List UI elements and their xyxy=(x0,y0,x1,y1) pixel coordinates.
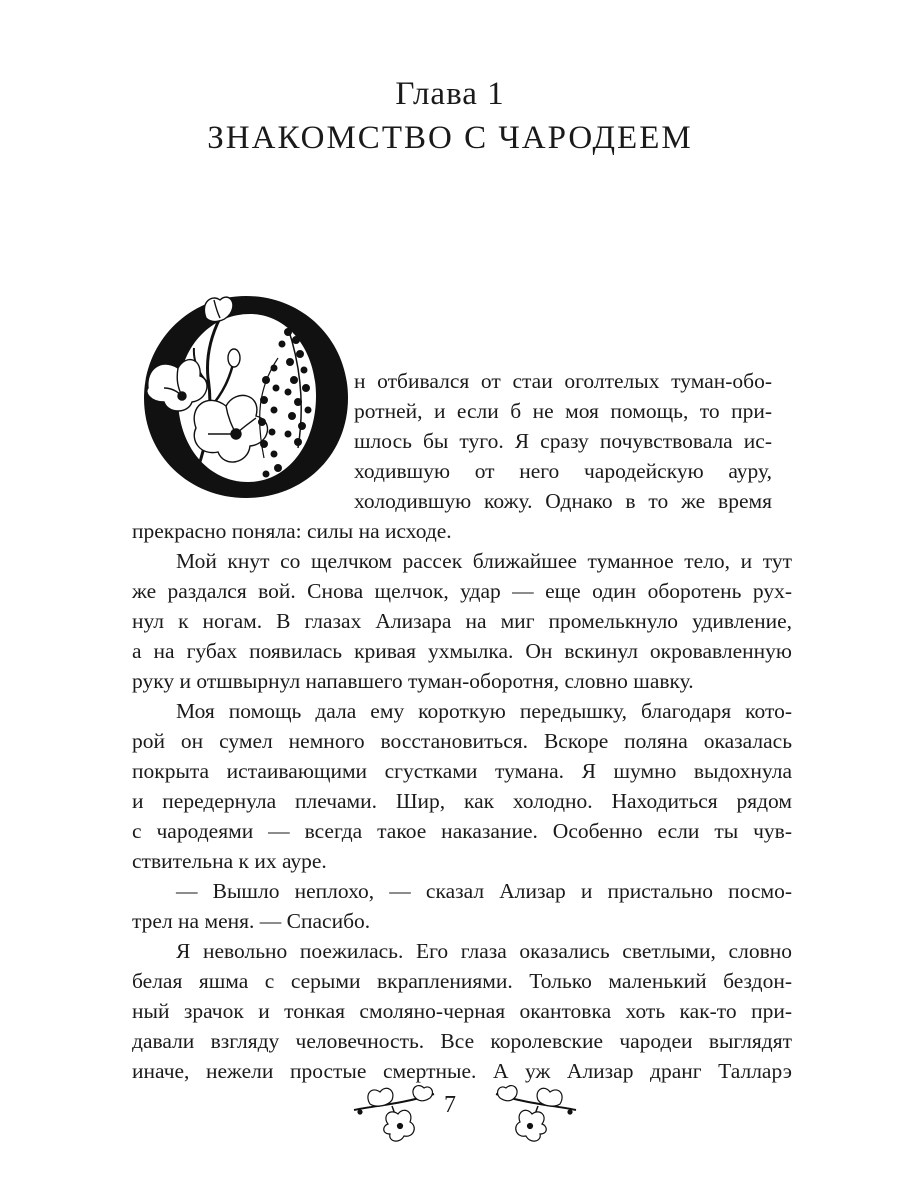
magnolia-ornament-left-icon xyxy=(352,1076,436,1146)
text-line: Мой кнут со щелчком рассек ближайшее туманное тело, и тут xyxy=(176,549,792,573)
text-line: покрыта истаивающими сгустками тумана. Я шумно выдохнула xyxy=(132,759,792,783)
text-line: рой он сумел немного восстановиться. Вскоре поляна оказалась xyxy=(132,729,792,753)
text-line: руку и отшвырнул напавшего туман-оборотня, словно шавку. xyxy=(132,669,694,693)
magnolia-ornament-right-icon xyxy=(494,1076,578,1146)
dropcap xyxy=(138,288,354,504)
text-line: ротней, и если б не моя помощь, то при- xyxy=(354,399,772,423)
text-line: и передернула плечами. Шир, как холодно. Находиться рядом xyxy=(132,789,792,813)
text-line: белая яшма с серыми вкраплениями. Только маленький бездон- xyxy=(132,969,792,993)
text-line: ходившую от него чародейскую ауру, xyxy=(354,459,772,483)
text-line: прекрасно поняла: силы на исходе. xyxy=(132,519,452,543)
text-line: — Вышло неплохо, — сказал Ализар и пристально посмо- xyxy=(176,879,792,903)
page-footer xyxy=(0,1076,900,1156)
text-line: же раздался вой. Снова щелчок, удар — еще один оборотень рух- xyxy=(132,579,792,603)
text-line: нул к ногам. В глазах Ализара на миг промелькнуло удивление, xyxy=(132,609,792,633)
page-number: 7 xyxy=(444,1092,456,1118)
chapter-number: Глава 1 xyxy=(395,76,505,112)
text-line: давали взгляду человечность. Все королевские чародеи выглядят xyxy=(132,1029,792,1053)
text-line: а на губах появилась кривая ухмылка. Он вскинул окровавленную xyxy=(132,639,792,663)
chapter-title: ЗНАКОМСТВО С ЧАРОДЕЕМ xyxy=(207,120,693,156)
text-line: ствительна к их ауре. xyxy=(132,849,327,873)
text-line: шлось бы туго. Я сразу почувствовала ис- xyxy=(354,429,772,453)
text-line: с чародеями — всегда такое наказание. Особенно если ты чув- xyxy=(132,819,792,843)
text-line: Я невольно поежилась. Его глаза оказались светлыми, словно xyxy=(176,939,792,963)
text-line: трел на меня. — Спасибо. xyxy=(132,909,371,933)
text-line: Моя помощь дала ему короткую передышку, благодаря кото- xyxy=(176,699,792,723)
text-line: холодившую кожу. Однако в то же время xyxy=(354,489,772,513)
text-line: ный зрачок и тонкая смоляно-черная окантовка хоть как-то при- xyxy=(132,999,792,1023)
text-line: н отбивался от стаи оголтелых туман-обо- xyxy=(354,369,772,393)
text-line: иначе, нежели простые смертные. А уж Ализар дранг Талларэ xyxy=(132,1059,792,1083)
